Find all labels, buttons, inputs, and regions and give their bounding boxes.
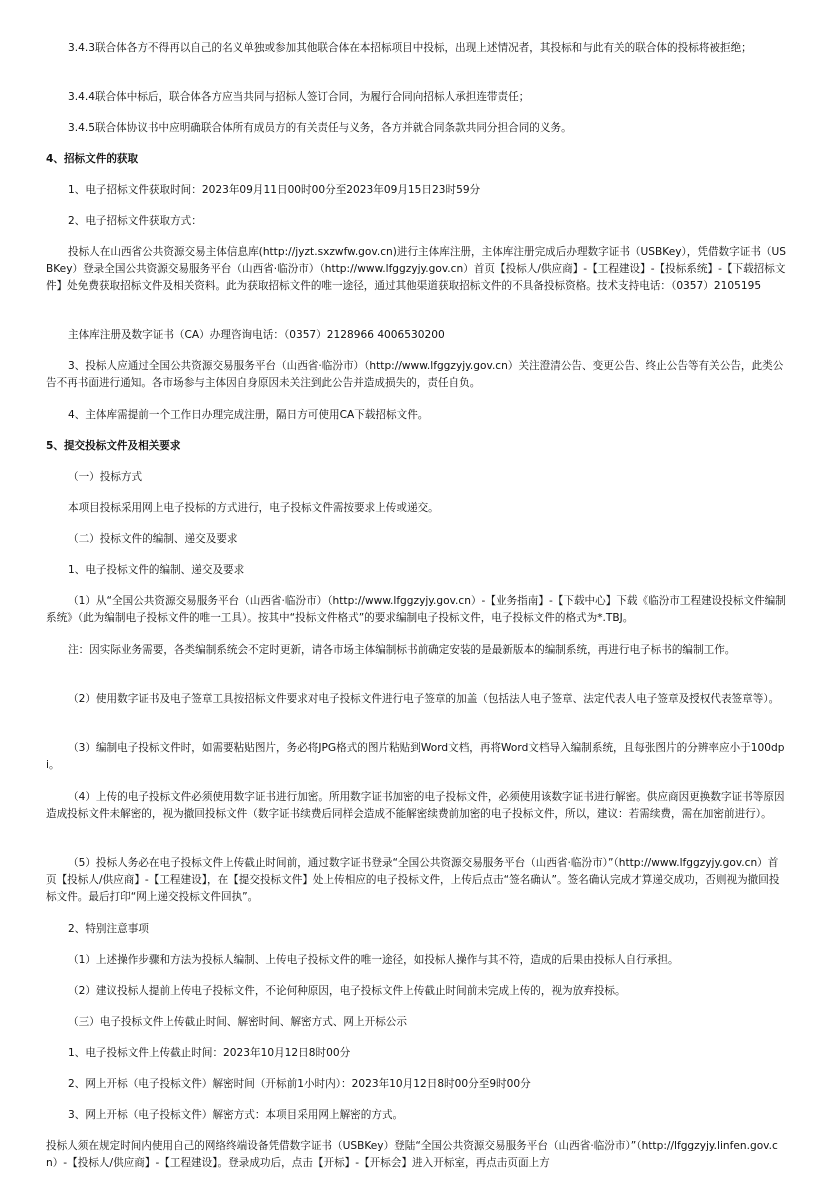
paragraph-download-method-title: 2、电子招标文件获取方式：	[68, 215, 202, 227]
paragraph-note: 注：因实际业务需要，各类编制系统会不定时更新，请各市场主体编制标书前确定安装的是最新版本的编制系统，再进行电子标书的编制工作。	[68, 644, 736, 656]
paragraph-bid-prep-title: （二）投标文件的编制、递交及要求	[68, 533, 238, 545]
paragraph-item-2: （2）使用数字证书及电子签章工具按招标文件要求对电子投标文件进行电子签章的加盖（包括法人电子签章、法定代表人电子签章及授权代表签章等）。	[68, 693, 780, 705]
paragraph-item-1: （1）从“全国公共资源交易服务平台（山西省·临汾市）（http://www.lfggzyjy.gov.cn）-【业务指南】-【下载中心】下载《临汾市工程建设投标文件编制系统》（此为编制电子投标文件的唯一工具）。按其中“投标文件格式”的要求编制电子投标文件，电子投标文件的格式为*.TBJ。	[46, 595, 786, 624]
paragraph-ca-contact: 主体库注册及数字证书（CA）办理咨询电话：（0357）2128966 4006530200	[68, 329, 445, 341]
paragraph-registration-note: 4、主体库需提前一个工作日办理完成注册，隔日方可使用CA下载招标文件。	[68, 409, 429, 421]
paragraph-announcements: 3、投标人应通过全国公共资源交易服务平台（山西省·临汾市）（http://www.lfggzyjy.gov.cn）关注澄清公告、变更公告、终止公告等有关公告，此类公告不再书面进行通知。各市场参与主体因自身原因未关注到此公告并造成损失的，责任自负。	[46, 360, 784, 389]
paragraph-3-4-5: 3.4.5联合体协议书中应明确联合体所有成员方的有关责任与义务，各方并就合同条款共同分担合同的义务。	[68, 122, 572, 134]
paragraph-item-3: （3）编制电子投标文件时，如需要粘贴图片，务必将JPG格式的图片粘贴到Word文档，再将Word文档导入编制系统，且每张图片的分辨率应小于100dpi。	[46, 742, 785, 771]
paragraph-bid-method-title: （一）投标方式	[68, 471, 143, 483]
section-heading-4: 4、招标文件的获取	[46, 153, 139, 165]
paragraph-bid-method: 本项目投标采用网上电子投标的方式进行，电子投标文件需按要求上传或递交。	[68, 502, 439, 514]
paragraph-decrypt-time: 2、网上开标（电子投标文件）解密时间（开标前1小时内）：2023年10月12日8时00分至9时00分	[68, 1078, 531, 1090]
paragraph-item-4: （4）上传的电子投标文件必须使用数字证书进行加密。所用数字证书加密的电子投标文件，必须使用该数字证书进行解密。供应商因更换数字证书等原因造成投标文件未解密的，视为撤回投标文件（数字证书续费后同样会造成不能解密续费前加密的电子投标文件，所以，建议：若需续费，需在加密前进行）。	[46, 791, 785, 820]
paragraph-download-time: 1、电子招标文件获取时间：2023年09月11日00时00分至2023年09月15日23时59分	[68, 184, 481, 196]
paragraph-special-note-2: （2）建议投标人提前上传电子投标文件，不论何种原因，电子投标文件上传截止时间前未完成上传的，视为放弃投标。	[68, 985, 626, 997]
paragraph-decrypt-method: 3、网上开标（电子投标文件）解密方式：本项目采用网上解密的方式。	[68, 1109, 404, 1121]
paragraph-upload-deadline: 1、电子投标文件上传截止时间：2023年10月12日8时00分	[68, 1047, 351, 1059]
paragraph-bid-prep-sub: 1、电子投标文件的编制、递交及要求	[68, 564, 245, 576]
paragraph-login-instructions: 投标人须在规定时间内使用自己的网络终端设备凭借数字证书（USBKey）登陆“全国公共资源交易服务平台（山西省·临汾市）”（http://lfggzyjy.linfen.gov.cn）-【投标人/供应商】-【工程建设】。登录成功后，点击【开标】-【开标会】进入开标室，再点击页面上方	[46, 1140, 778, 1169]
paragraph-item-5: （5）投标人务必在电子投标文件上传截止时间前，通过数字证书登录“全国公共资源交易服务平台（山西省·临汾市）”（http://www.lfggzyjy.gov.cn）首页【投标人/供应商】-【工程建设】，在【提交投标文件】处上传相应的电子投标文件，上传后点击“签名确认”。签名确认完成才算递交成功，否则视为撤回投标文件。最后打印“网上递交投标文件回执”。	[46, 857, 780, 903]
paragraph-download-method: 投标人在山西省公共资源交易主体信息库(http://jyzt.sxzwfw.gov.cn)进行主体库注册，主体库注册完成后办理数字证书（USBKey），凭借数字证书（USBKey）登录全国公共资源交易服务平台（山西省·临汾市）（http://www.lfggzyjy.gov.cn）首页【投标人/供应商】-【工程建设】-【投标系统】-【下载招标文件】处免费获取招标文件及相关资料。此为获取招标文件的唯一途径，通过其他渠道获取招标文件的不具备投标资格。技术支持电话：（0357）2105195	[46, 246, 787, 292]
paragraph-special-notes-title: 2、特别注意事项	[68, 923, 149, 935]
paragraph-3-4-3: 3.4.3联合体各方不得再以自己的名义单独或参加其他联合体在本招标项目中投标，出现上述情况者，其投标和与此有关的联合体的投标将被拒绝；	[68, 42, 752, 54]
paragraph-3-4-4: 3.4.4联合体中标后，联合体各方应当共同与招标人签订合同，为履行合同向招标人承担连带责任；	[68, 91, 530, 103]
paragraph-special-note-1: （1）上述操作步骤和方法为投标人编制、上传电子投标文件的唯一途径，如投标人操作与其不符，造成的后果由投标人自行承担。	[68, 954, 679, 966]
section-heading-5: 5、提交投标文件及相关要求	[46, 440, 181, 452]
paragraph-deadline-title: （三）电子投标文件上传截止时间、解密时间、解密方式、网上开标公示	[68, 1016, 407, 1028]
